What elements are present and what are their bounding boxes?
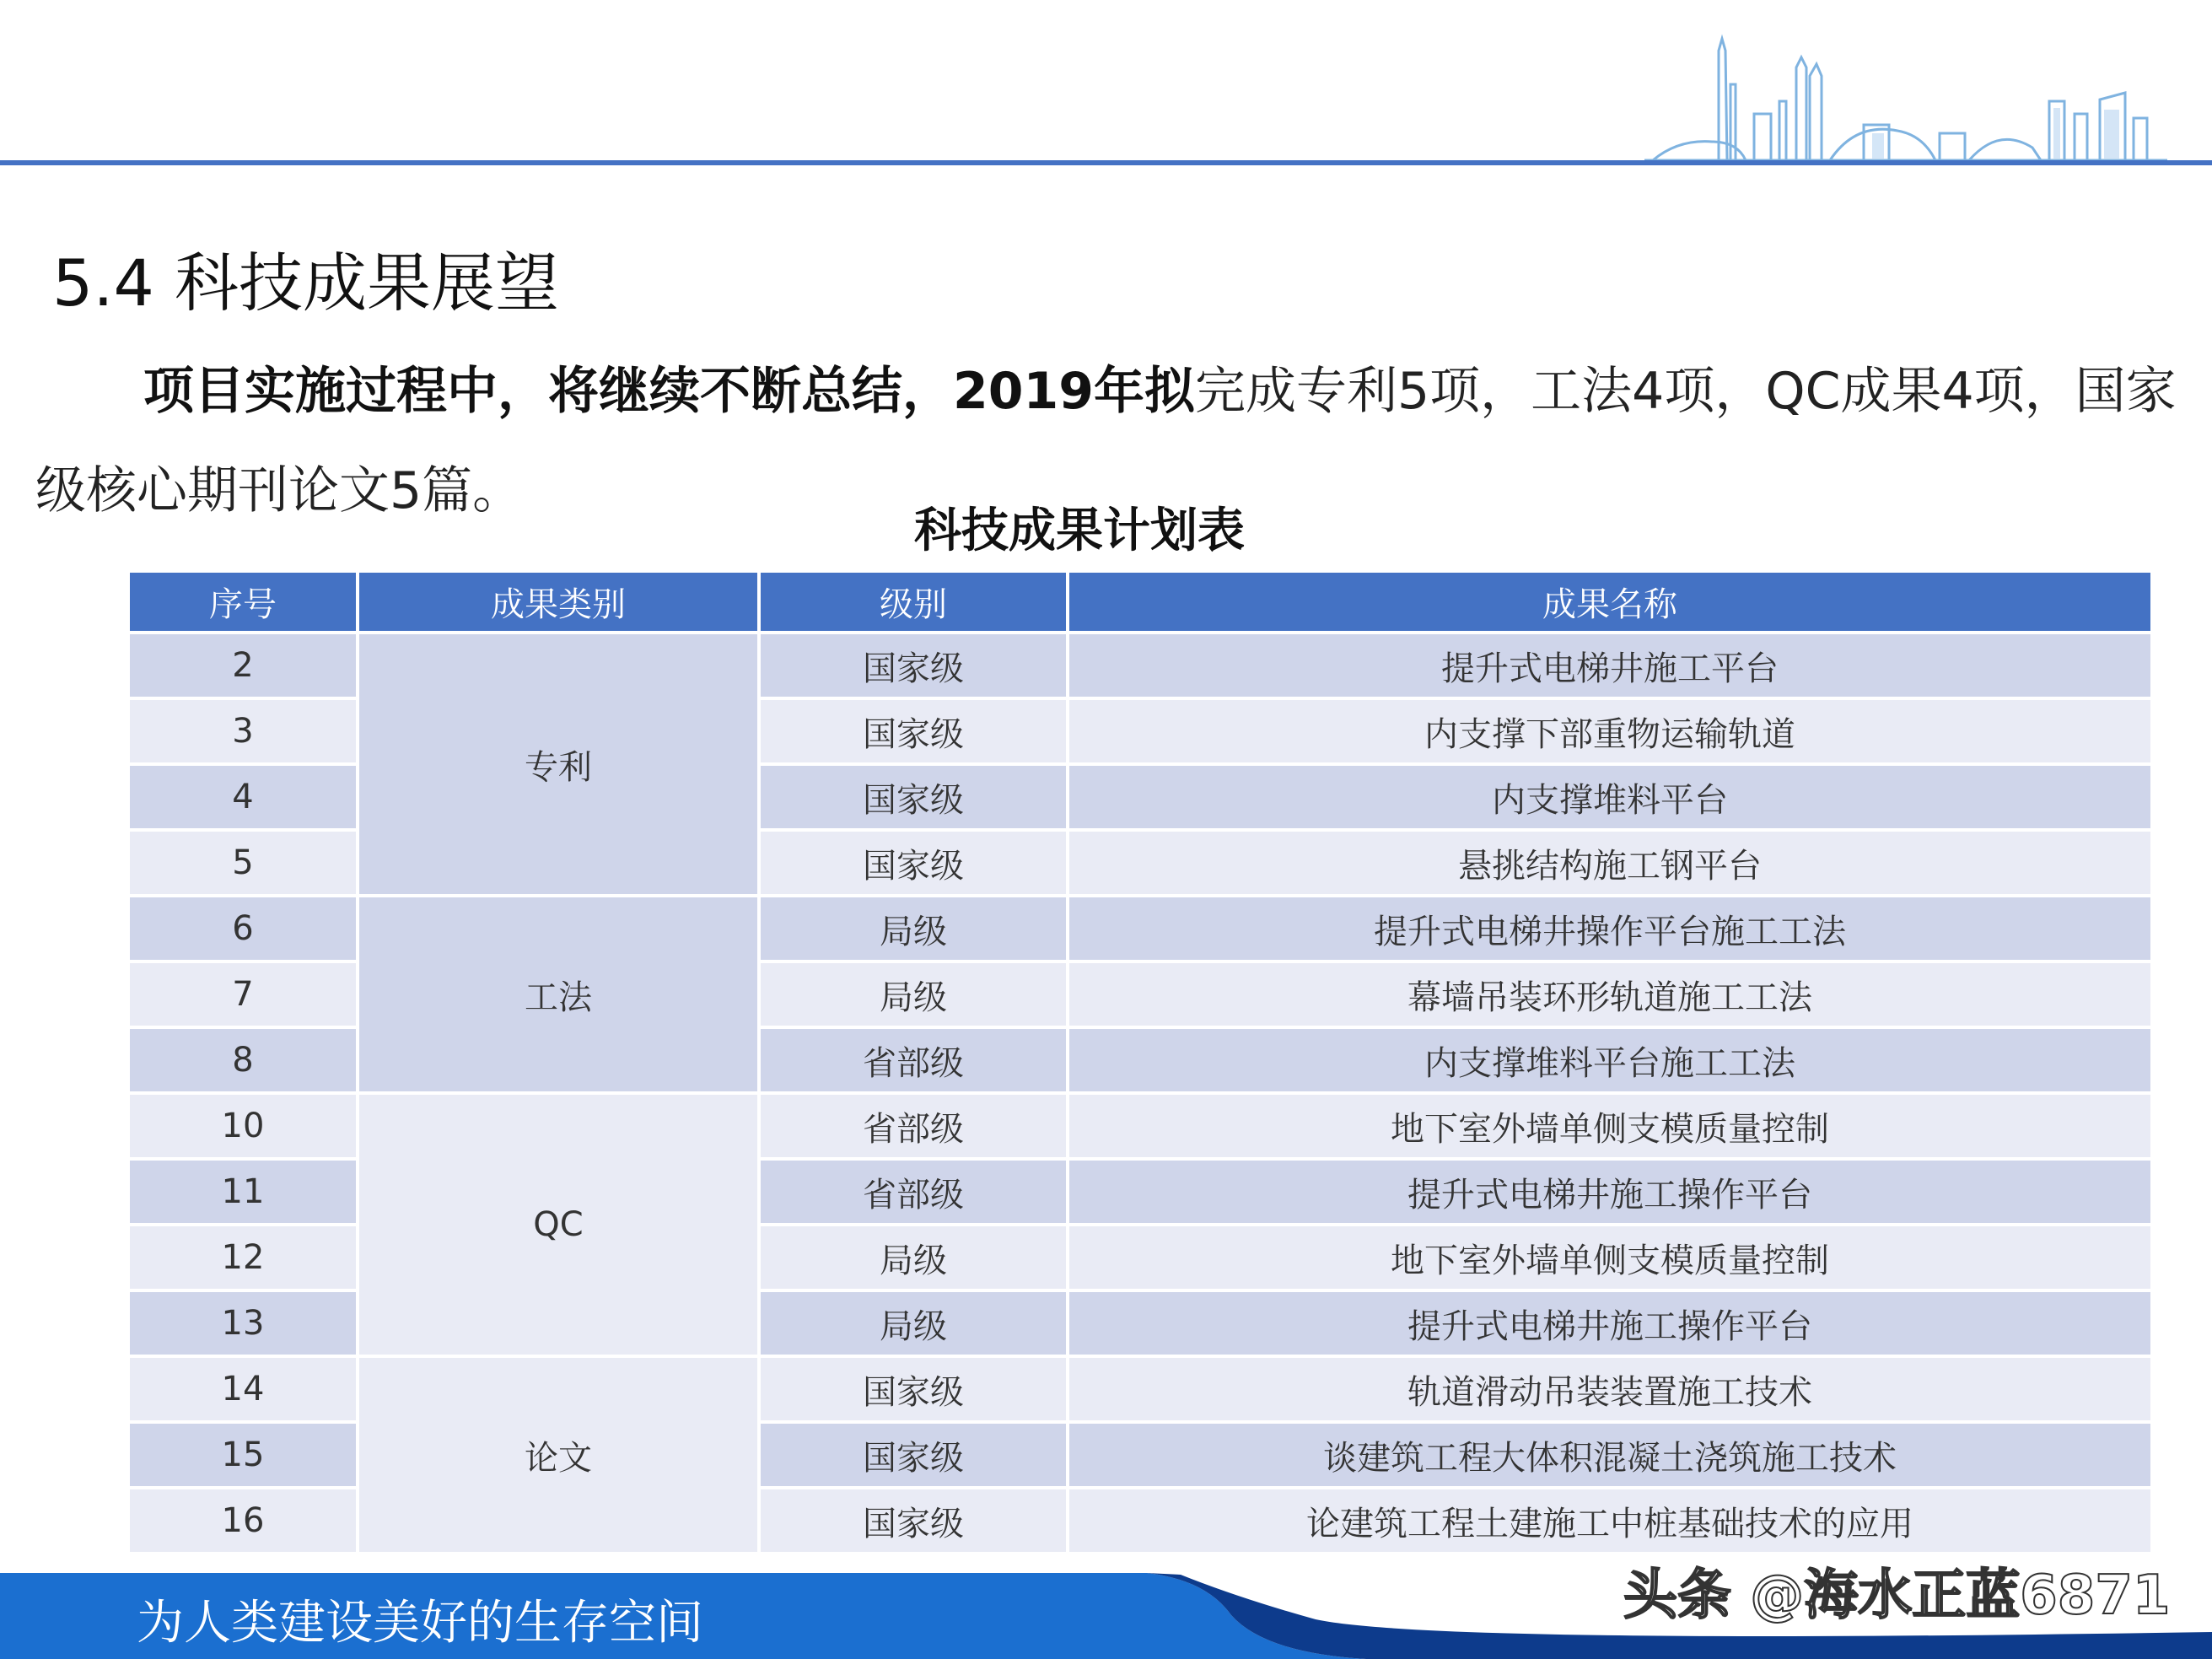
row-no: 8 (128, 1027, 358, 1093)
row-level: 国家级 (759, 830, 1068, 896)
row-no: 3 (128, 698, 358, 764)
row-level: 局级 (759, 896, 1068, 961)
row-no: 15 (128, 1422, 358, 1488)
row-name: 论建筑工程土建施工中桩基础技术的应用 (1068, 1488, 2152, 1554)
table-header-row (128, 571, 2152, 633)
row-level: 省部级 (759, 1159, 1068, 1225)
tech-achievement-table (126, 569, 2150, 1555)
row-name: 提升式电梯井施工操作平台 (1068, 1290, 2152, 1356)
row-no: 7 (128, 961, 358, 1027)
header-cell-category: 成果类别 (358, 571, 759, 633)
row-name: 谈建筑工程大体积混凝土浇筑施工技术 (1068, 1422, 2152, 1488)
row-name: 轨道滑动吊装装置施工技术 (1068, 1356, 2152, 1422)
city-skyline-logo (1644, 34, 2167, 164)
row-level: 省部级 (759, 1093, 1068, 1159)
intro-bold-text: 项目实施过程中，将继续不断总结，2019年拟 (143, 362, 1195, 421)
table-row (128, 1356, 2152, 1422)
table-row (128, 1093, 2152, 1159)
row-level: 国家级 (759, 633, 1068, 698)
row-level: 局级 (759, 961, 1068, 1027)
row-name: 地下室外墙单侧支模质量控制 (1068, 1225, 2152, 1290)
row-no: 13 (128, 1290, 358, 1356)
row-no: 14 (128, 1356, 358, 1422)
row-level: 国家级 (759, 764, 1068, 830)
row-no: 11 (128, 1159, 358, 1225)
row-level: 国家级 (759, 1356, 1068, 1422)
category-cell: 工法 (358, 896, 759, 1093)
row-name: 提升式电梯井施工操作平台 (1068, 1159, 2152, 1225)
row-name: 幕墙吊装环形轨道施工工法 (1068, 961, 2152, 1027)
row-name: 提升式电梯井施工平台 (1068, 633, 2152, 698)
row-name: 悬挑结构施工钢平台 (1068, 830, 2152, 896)
watermark-text: 头条 @海水正蓝6871 (1623, 1565, 2171, 1627)
row-name: 提升式电梯井操作平台施工工法 (1068, 896, 2152, 961)
row-no: 5 (128, 830, 358, 896)
row-name: 地下室外墙单侧支模质量控制 (1068, 1093, 2152, 1159)
row-name: 内支撑堆料平台施工工法 (1068, 1027, 2152, 1093)
category-cell: QC (358, 1093, 759, 1356)
row-name: 内支撑堆料平台 (1068, 764, 2152, 830)
footer-slogan: 为人类建设美好的生存空间 (137, 1596, 703, 1651)
row-no: 2 (128, 633, 358, 698)
row-no: 10 (128, 1093, 358, 1159)
intro-regular-text: 完成专利5项，工法4项，QC成果4项，国家级核心期刊论文5篇。 (35, 362, 2177, 520)
row-level: 局级 (759, 1290, 1068, 1356)
row-no: 12 (128, 1225, 358, 1290)
row-level: 国家级 (759, 698, 1068, 764)
header-rule (0, 160, 2212, 165)
category-cell: 论文 (358, 1356, 759, 1554)
row-no: 16 (128, 1488, 358, 1554)
table-title: 科技成果计划表 (914, 504, 1245, 558)
header-cell-name: 成果名称 (1068, 571, 2152, 633)
row-name: 内支撑下部重物运输轨道 (1068, 698, 2152, 764)
header-cell-no: 序号 (128, 571, 358, 633)
section-title: 5.4 科技成果展望 (52, 245, 560, 320)
row-level: 省部级 (759, 1027, 1068, 1093)
category-cell: 专利 (358, 633, 759, 896)
row-no: 6 (128, 896, 358, 961)
table-row (128, 633, 2152, 698)
row-no: 4 (128, 764, 358, 830)
row-level: 国家级 (759, 1422, 1068, 1488)
header-cell-level: 级别 (759, 571, 1068, 633)
table-row (128, 896, 2152, 961)
row-level: 局级 (759, 1225, 1068, 1290)
row-level: 国家级 (759, 1488, 1068, 1554)
